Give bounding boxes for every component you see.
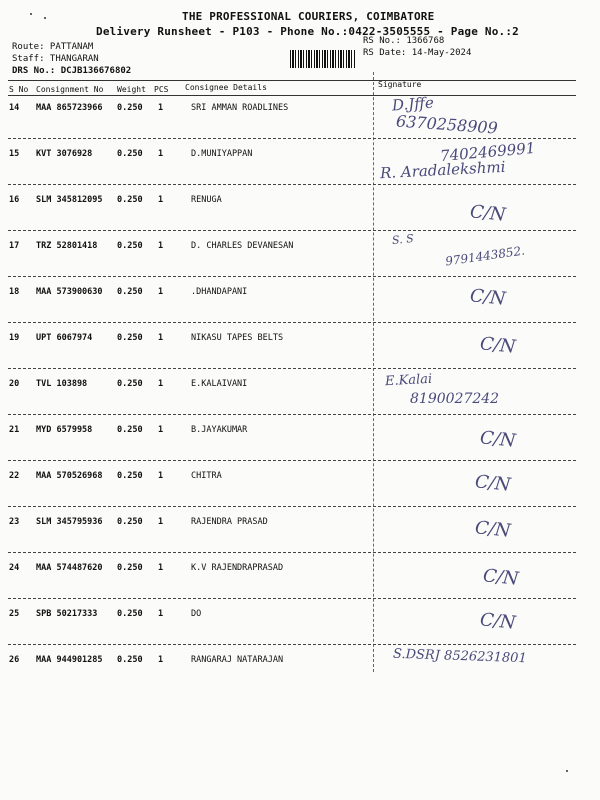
handwritten-signature: C/N [468, 285, 507, 310]
row-pcs: 1 [158, 471, 164, 481]
row-weight: 0.250 [117, 609, 143, 619]
row-sno: 19 [9, 333, 20, 343]
rs-date: RS Date: 14-May-2024 [363, 48, 472, 58]
row-separator [8, 368, 576, 369]
row-consignee: RANGARAJ NATARAJAN [191, 655, 284, 665]
row-sno: 25 [9, 609, 20, 619]
row-separator [8, 322, 576, 323]
row-pcs: 1 [158, 149, 164, 159]
row-separator [8, 414, 576, 415]
row-consignment: UPT 6067974 [36, 333, 93, 343]
handwritten-signature: C/N [478, 333, 517, 358]
col-pcs: PCS [154, 85, 169, 94]
row-pcs: 1 [158, 563, 164, 573]
row-weight: 0.250 [117, 425, 143, 435]
col-consignment: Consignment No [36, 85, 104, 94]
row-separator [8, 552, 576, 553]
row-consignee: E.KALAIVANI [191, 379, 248, 389]
row-pcs: 1 [158, 333, 164, 343]
row-consignee: .DHANDAPANI [191, 287, 248, 297]
row-weight: 0.250 [117, 517, 143, 527]
row-separator [8, 184, 576, 185]
handwritten-signature: 8190027242 [410, 391, 500, 407]
handwritten-signature: C/N [473, 517, 512, 542]
row-consignee: DO [191, 609, 202, 619]
col-weight: Weight [117, 85, 146, 94]
row-weight: 0.250 [117, 195, 143, 205]
handwritten-signature: C/N [481, 565, 520, 590]
row-consignment: MYD 6579958 [36, 425, 93, 435]
row-consignee: D. CHARLES DEVANESAN [191, 241, 294, 251]
row-separator [8, 506, 576, 507]
row-sno: 24 [9, 563, 20, 573]
handwritten-signature: C/N [473, 471, 512, 496]
runsheet-subtitle: Delivery Runsheet - P103 - Phone No.:0422-3505555 - Page No.:2 [96, 25, 519, 38]
row-consignment: MAA 574487620 [36, 563, 103, 573]
row-consignment: MAA 573900630 [36, 287, 103, 297]
row-pcs: 1 [158, 195, 164, 205]
row-consignment: KVT 3076928 [36, 149, 93, 159]
handwritten-signature: C/N [468, 201, 507, 226]
row-weight: 0.250 [117, 333, 143, 343]
col-signature: Signature [378, 80, 422, 89]
scan-speck [30, 13, 32, 15]
row-consignee: D.MUNIYAPPAN [191, 149, 253, 159]
row-consignee: SRI AMMAN ROADLINES [191, 103, 289, 113]
row-consignment: MAA 865723966 [36, 103, 103, 113]
table-top-rule [8, 80, 576, 81]
scan-speck [566, 770, 568, 772]
row-consignee: RAJENDRA PRASAD [191, 517, 268, 527]
row-consignee: CHITRA [191, 471, 222, 481]
row-pcs: 1 [158, 655, 164, 665]
row-sno: 17 [9, 241, 20, 251]
row-pcs: 1 [158, 241, 164, 251]
row-pcs: 1 [158, 425, 164, 435]
row-separator [8, 138, 576, 139]
row-consignment: SPB 50217333 [36, 609, 98, 619]
row-consignee: B.JAYAKUMAR [191, 425, 248, 435]
company-title: THE PROFESSIONAL COURIERS, COIMBATORE [182, 10, 435, 23]
rs-number: RS No.: 1366768 [363, 36, 445, 46]
row-weight: 0.250 [117, 655, 143, 665]
row-sno: 14 [9, 103, 20, 113]
row-sno: 21 [9, 425, 20, 435]
row-consignment: SLM 345795936 [36, 517, 103, 527]
handwritten-signature: 9791443852. [444, 243, 526, 269]
row-consignee: RENUGA [191, 195, 222, 205]
row-sno: 23 [9, 517, 20, 527]
row-sno: 15 [9, 149, 20, 159]
row-weight: 0.250 [117, 103, 143, 113]
row-separator [8, 230, 576, 231]
row-sno: 26 [9, 655, 20, 665]
row-consignee: NIKASU TAPES BELTS [191, 333, 284, 343]
row-sno: 18 [9, 287, 20, 297]
row-consignment: TVL 103898 [36, 379, 88, 389]
row-pcs: 1 [158, 379, 164, 389]
signature-column-divider [373, 72, 374, 672]
row-separator [8, 276, 576, 277]
handwritten-signature: C/N [478, 427, 517, 452]
row-weight: 0.250 [117, 379, 143, 389]
drs-number: DRS No.: DCJB136676802 [12, 66, 132, 76]
row-consignment: SLM 345812095 [36, 195, 103, 205]
row-separator [8, 460, 576, 461]
row-weight: 0.250 [117, 149, 143, 159]
row-weight: 0.250 [117, 471, 143, 481]
row-consignment: MAA 944901285 [36, 655, 103, 665]
row-separator [8, 598, 576, 599]
row-weight: 0.250 [117, 241, 143, 251]
handwritten-signature: 7402469991 [439, 138, 537, 166]
row-consignment: MAA 570526968 [36, 471, 103, 481]
row-pcs: 1 [158, 287, 164, 297]
table-header-rule [8, 95, 576, 96]
barcode [290, 50, 356, 68]
row-sno: 22 [9, 471, 20, 481]
col-consignee: Consignee Details [185, 83, 267, 92]
handwritten-signature: D.Jffe [391, 93, 435, 115]
row-consignment: TRZ 52801418 [36, 241, 98, 251]
row-separator [8, 644, 576, 645]
row-pcs: 1 [158, 517, 164, 527]
scan-speck [44, 17, 46, 19]
row-sno: 20 [9, 379, 20, 389]
handwritten-signature: S.DSRJ 8526231801 [392, 646, 527, 667]
row-pcs: 1 [158, 103, 164, 113]
handwritten-signature: R. Aradalekshmi [379, 157, 506, 183]
route-label: Route: PATTANAM [12, 42, 94, 52]
row-weight: 0.250 [117, 563, 143, 573]
handwritten-signature: E.Kalai [384, 371, 433, 390]
row-pcs: 1 [158, 609, 164, 619]
col-sno: S No [9, 85, 29, 94]
handwritten-signature: C/N [478, 609, 517, 634]
row-consignee: K.V RAJENDRAPRASAD [191, 563, 284, 573]
handwritten-signature: 6370258909 [395, 111, 499, 138]
handwritten-signature: S. S [391, 231, 415, 248]
row-weight: 0.250 [117, 287, 143, 297]
staff-label: Staff: THANGARAN [12, 54, 99, 64]
row-sno: 16 [9, 195, 20, 205]
